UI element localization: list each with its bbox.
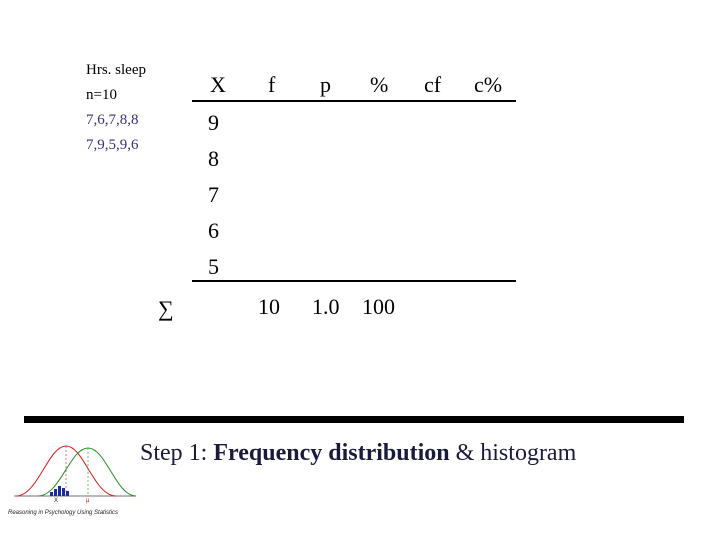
logo-caption: Reasoning in Psychology Using Statistics bbox=[8, 510, 119, 516]
header-percent: % bbox=[370, 72, 389, 97]
x-value-row: 9 bbox=[208, 110, 219, 135]
x-value-row: 7 bbox=[208, 182, 219, 207]
notes-sample-size: n=10 bbox=[86, 87, 117, 103]
notes-title: Hrs. sleep bbox=[86, 62, 146, 78]
x-value-row: 6 bbox=[208, 218, 219, 243]
total-f: 10 bbox=[258, 294, 280, 319]
step-rest: histogram bbox=[480, 440, 577, 466]
total-p: 1.0 bbox=[312, 294, 340, 319]
header-x: X bbox=[210, 72, 226, 97]
step-prefix: Step 1: bbox=[140, 440, 214, 466]
header-p: p bbox=[320, 72, 331, 97]
notes-data-row-2: 7,9,5,9,6 bbox=[86, 137, 139, 153]
x-value-row: 5 bbox=[208, 254, 219, 279]
notes-data-row-1: 7,6,7,8,8 bbox=[86, 112, 139, 128]
header-cpercent: c% bbox=[474, 72, 503, 97]
header-f: f bbox=[268, 72, 276, 97]
data-notes bbox=[86, 58, 146, 158]
table-bottom-rule bbox=[192, 280, 516, 282]
sum-symbol: ∑ bbox=[158, 296, 174, 321]
header-cf: cf bbox=[424, 72, 442, 97]
course-logo bbox=[8, 436, 138, 526]
logo-right-label: μ bbox=[86, 498, 90, 504]
step-ampersand: & bbox=[449, 440, 481, 466]
total-percent: 100 bbox=[362, 294, 395, 319]
step-bold-text: Frequency distribution bbox=[213, 440, 450, 466]
normal-curves-icon bbox=[8, 436, 138, 508]
logo-left-label: X bbox=[54, 498, 59, 504]
x-value-row: 8 bbox=[208, 146, 219, 171]
table-top-rule bbox=[192, 100, 516, 102]
section-divider bbox=[24, 416, 684, 423]
step-caption bbox=[140, 440, 576, 467]
